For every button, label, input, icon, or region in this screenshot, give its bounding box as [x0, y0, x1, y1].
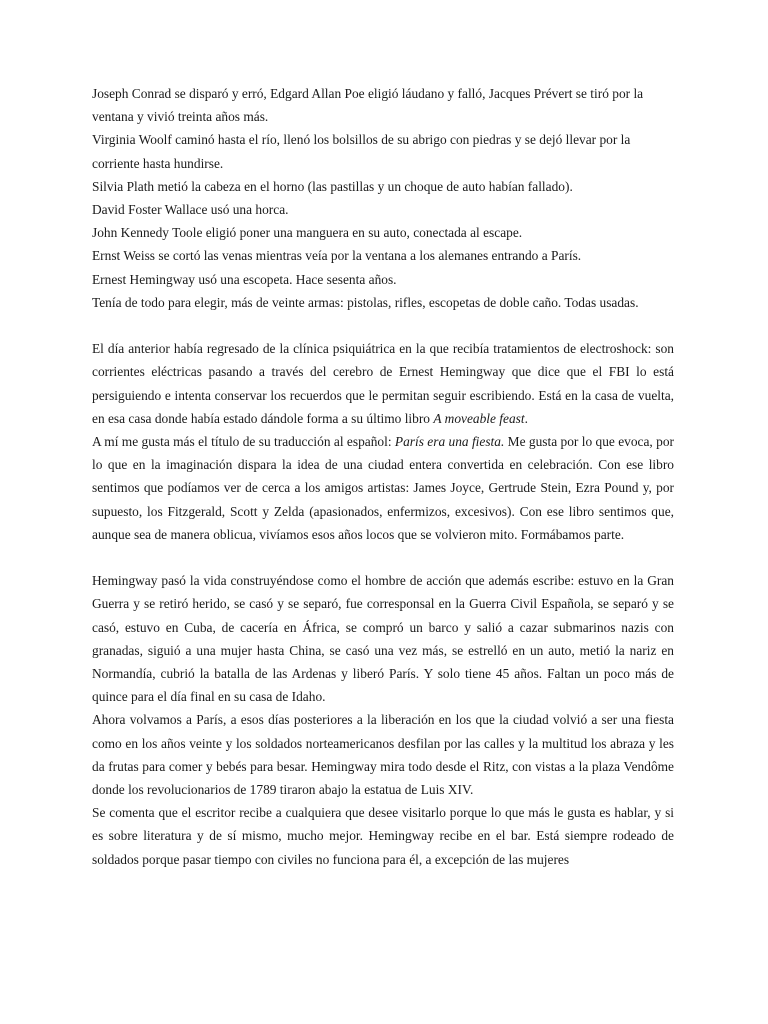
- list-item: David Foster Wallace usó una horca.: [92, 202, 289, 218]
- paragraph-text: El día anterior había regresado de la clínica psiquiátrica en la que recibía tratamientos de electroshock: son corrientes eléctricas pasando a través del cerebro de Ernest Hemingway que dice que el FBI lo está persiguiendo e intenta conservar los recuerdos que le permitan seguir escribiendo. Está en la casa de vuelta, en esa casa donde había estado dándole forma a su último libro: [92, 341, 674, 426]
- list-item: Ernst Weiss se cortó las venas mientras veía por la ventana a los alemanes entrando a París.: [92, 248, 582, 264]
- list-item: Tenía de todo para elegir, más de veinte armas: pistolas, rifles, escopetas de doble caño. Todas usadas.: [92, 294, 639, 310]
- paragraph-electroshock: [92, 337, 674, 430]
- paragraph-end: .: [524, 410, 528, 426]
- list-item: Ernest Hemingway usó una escopeta. Hace sesenta años.: [92, 271, 397, 287]
- book-title: A moveable feast: [433, 410, 525, 426]
- paragraph-text: Me gusta por lo que evoca, por lo que en la imaginación dispara la idea de una ciudad entera convertida en celebración. Con ese libro sentimos que podíamos ver de cerca a los amigos artistas: James Joyce, Gertrude Stein, Ezra Pound y, por supuesto, los Fitzgerald, Scott y Zelda (apasionados, enfermizos, excesivos). Con ese libro sentimos que, aunque sea de manera oblicua, vivíamos esos años locos que se volvieron mito. Formábamos parte.: [92, 434, 674, 542]
- list-item: Joseph Conrad se disparó y erró, Edgard Allan Poe eligió láudano y falló, Jacques Prévert se tiró por la ventana y vivió treinta años más.: [92, 86, 644, 125]
- paragraph-translation: [92, 430, 674, 546]
- paragraph-spacer: [92, 546, 674, 569]
- paragraph-text: A mí me gusta más el título de su traducción al español:: [92, 434, 395, 450]
- document-page: [92, 82, 674, 871]
- list-item: John Kennedy Toole eligió poner una manguera en su auto, conectada al escape.: [92, 225, 523, 241]
- paragraph-paris: Ahora volvamos a París, a esos días posteriores a la liberación en los que la ciudad volvió a ser una fiesta como en los años veinte y los soldados norteamericanos desfilan por las calles y la multitud los abraza y les da frutas para comer y bebés para besar. Hemingway mira todo desde el Ritz, con vistas a la plaza Vendôme donde los revolucionarios de 1789 tiraron abajo la estatua de Luis XIV.: [92, 712, 674, 798]
- list-item: Virginia Woolf caminó hasta el río, llenó los bolsillos de su abrigo con piedras y se dejó llevar por la corriente hasta hundirse.: [92, 132, 631, 171]
- paragraph-ritz: Se comenta que el escritor recibe a cualquiera que desee visitarlo porque lo que más le gusta es hablar, y si es sobre literatura y de sí mismo, mucho mejor. Hemingway recibe en el bar. Está siempre rodeado de soldados porque pasar tiempo con civiles no funciona para él, a excepción de las mujeres: [92, 805, 674, 867]
- list-item: Silvia Plath metió la cabeza en el horno (las pastillas y un choque de auto habían fallado).: [92, 178, 573, 194]
- paragraph-life: Hemingway pasó la vida construyéndose como el hombre de acción que además escribe: estuvo en la Gran Guerra y se retiró herido, se casó y se separó, fue corresponsal en la Guerra Civil Española, se separó y se casó, estuvo en Cuba, de cacería en África, se compró un barco y salió a cazar submarinos nazis con granadas, siguió a una mujer hasta China, se casó una vez más, se estrelló en un auto, metió la nariz en Normandía, cubrió la batalla de las Ardenas y liberó París. Y solo tiene 45 años. Faltan un poco más de quince para el día final en su casa de Idaho.: [92, 573, 674, 705]
- paragraph-spacer: [92, 314, 674, 337]
- book-title: París era una fiesta.: [394, 434, 505, 450]
